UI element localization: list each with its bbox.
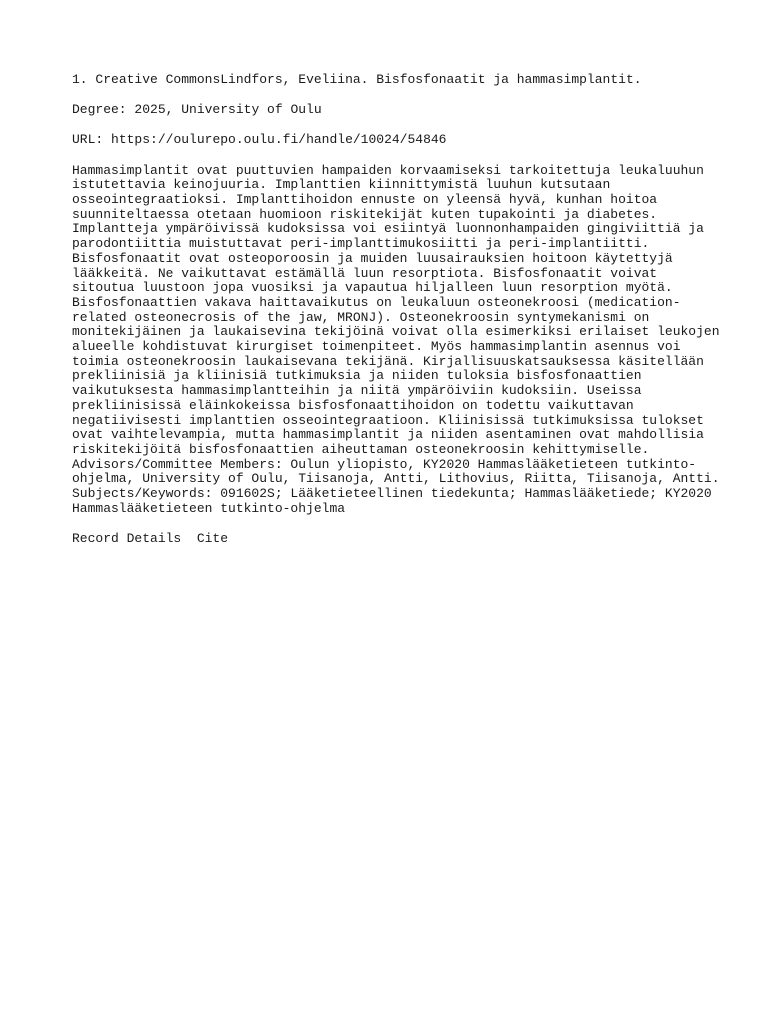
record-actions bbox=[72, 532, 708, 547]
abstract-line: suunniteltaessa otetaan huomioon riskitekijät kuten tupakointi ja diabetes. bbox=[72, 206, 658, 222]
abstract-line: lääkkeitä. Ne vaikuttavat estämällä luun resorptiota. Bisfosfonaatit voivat bbox=[72, 265, 658, 281]
abstract-line: toimia osteonekroosin laukaisevana tekijänä. Kirjallisuuskatsauksessa käsitellään bbox=[72, 353, 704, 369]
abstract-line: negatiivisesti implanttien osseointegraatioon. Kliinisissä tutkimuksissa tulokset bbox=[72, 412, 704, 428]
abstract-line: prekliinisissä eläinkokeissa bisfosfonaattihoidon on todettu vaikuttavan bbox=[72, 397, 634, 413]
abstract-line: ovat vaihtelevampia, mutta hammasimplantit ja niiden asentaminen ovat mahdollisia bbox=[72, 427, 704, 443]
abstract-line: Advisors/Committee Members: Oulun yliopisto, KY2020 Hammaslääketieteen tutkinto- bbox=[72, 456, 697, 472]
url-label: URL: bbox=[72, 132, 104, 148]
abstract-line: sitoutua luustoon jopa vuosiksi ja vapautua hiljalleen luun resorption myötä. bbox=[72, 280, 673, 296]
record-author: Lindfors, Eveliina. bbox=[220, 72, 369, 87]
abstract-line: prekliinisiä ja kliinisiä tutkimuksia ja niiden tuloksia bisfosfonaattien bbox=[72, 368, 642, 384]
record-title[interactable]: Bisfosfonaatit ja hammasimplantit. bbox=[376, 72, 642, 87]
abstract-line: ohjelma, University of Oulu, Tiisanoja, Antti, Lithovius, Riitta, Tiisanoja, Antti. bbox=[72, 471, 720, 487]
record-degree bbox=[72, 103, 708, 118]
abstract-line: Hammasimplantit ovat puuttuvien hampaiden korvaamiseksi tarkoitettuja leukaluuhun bbox=[72, 162, 704, 178]
abstract-line: osseointegraatioksi. Implanttihoidon ennuste on yleensä hyvä, kunhan hoitoa bbox=[72, 192, 658, 208]
record-abstract bbox=[72, 162, 720, 517]
abstract-line: riskitekijöitä bisfosfonaattien aiheuttaman osteonekroosin kehittymiselle. bbox=[72, 441, 650, 457]
abstract-line: vaikutuksesta hammasimplantteihin ja niitä ympäröiviin kudoksiin. Useissa bbox=[72, 383, 642, 399]
degree-label: Degree: bbox=[72, 102, 127, 118]
abstract-line: Bisfosfonaatit ovat osteoporoosin ja muiden luusairauksien hoitoon käytettyjä bbox=[72, 250, 673, 266]
record-heading bbox=[72, 73, 708, 88]
abstract-line: Subjects/Keywords: 091602S; Lääketieteellinen tiedekunta; Hammaslääketiede; KY2020 bbox=[72, 486, 712, 502]
cite-link[interactable]: Cite bbox=[196, 530, 229, 546]
abstract-line: related osteonecrosis of the jaw, MRONJ). Osteonekroosin syntymekanismi on bbox=[72, 309, 650, 325]
license-label[interactable]: Creative Commons bbox=[95, 72, 221, 87]
abstract-line: Bisfosfonaattien vakava haittavaikutus on leukaluun osteonekroosi (medication- bbox=[72, 294, 681, 310]
abstract-line: parodontiittia muistuttavat peri-implanttimukosiitti ja peri-implantiitti. bbox=[72, 236, 650, 252]
abstract-line: alueelle kohdistuvat kirurgiset toimenpiteet. Myös hammasimplantin asennus voi bbox=[72, 339, 681, 355]
abstract-line: istutettavia keinojuuria. Implanttien kiinnittymistä luuhun kutsutaan bbox=[72, 177, 611, 193]
url-link[interactable]: https://oulurepo.oulu.fi/handle/10024/54846 bbox=[111, 132, 447, 148]
degree-value: 2025, University of Oulu bbox=[134, 102, 322, 118]
abstract-line: monitekijäinen ja laukaisevina tekijöinä voivat olla esimerkiksi erilaiset leukojen bbox=[72, 324, 720, 340]
abstract-line: Implantteja ympäröivissä kudoksissa voi esiintyä luonnonhampaiden gingiviittiä ja bbox=[72, 221, 704, 237]
record-url bbox=[72, 133, 708, 148]
record-index: 1. bbox=[72, 72, 88, 87]
record-details-link[interactable]: Record Details bbox=[72, 530, 182, 546]
abstract-line: Hammaslääketieteen tutkinto-ohjelma bbox=[72, 500, 346, 516]
